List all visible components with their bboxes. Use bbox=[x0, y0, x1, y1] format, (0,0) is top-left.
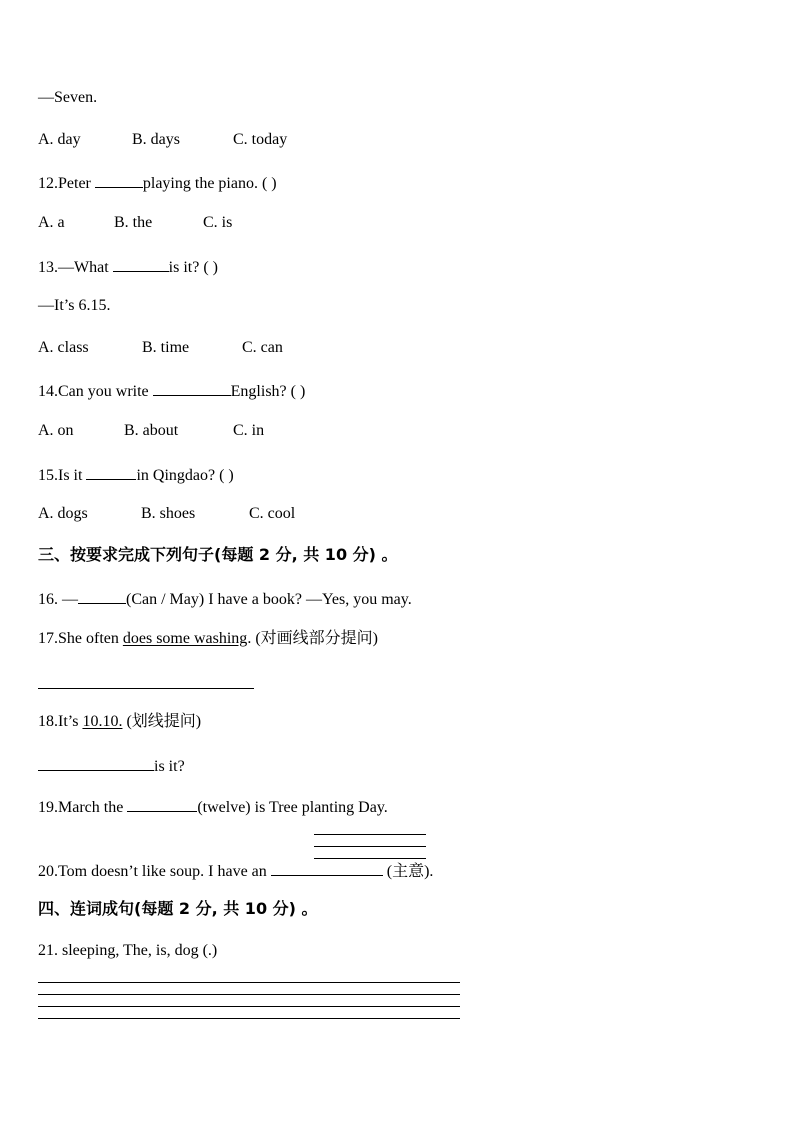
answer-blank[interactable] bbox=[95, 171, 143, 188]
question-number: 21 bbox=[38, 942, 54, 959]
question-number: 13. bbox=[38, 259, 58, 276]
question-number: 19. bbox=[38, 799, 58, 816]
q17-answer-line[interactable] bbox=[38, 688, 254, 689]
answer-blank[interactable] bbox=[38, 754, 154, 771]
q21-answer-line[interactable] bbox=[38, 982, 460, 983]
option-b[interactable]: B. days bbox=[132, 131, 180, 148]
q20-rule bbox=[314, 846, 426, 847]
question-number: 17. bbox=[38, 630, 58, 647]
question-number: 15. bbox=[38, 467, 58, 484]
q21-answer-line[interactable] bbox=[38, 994, 460, 995]
question-number: 18. bbox=[38, 713, 58, 730]
answer-blank[interactable] bbox=[153, 379, 231, 396]
question-number: 16. bbox=[38, 591, 62, 608]
option-c[interactable]: C. is bbox=[203, 214, 233, 231]
option-a[interactable]: A. dogs bbox=[38, 505, 88, 522]
q14-line: 14.Can you write English? ( ) bbox=[38, 379, 305, 399]
q11-options bbox=[38, 130, 287, 150]
option-a[interactable]: A. on bbox=[38, 422, 74, 439]
q15-options bbox=[38, 504, 295, 524]
q17-line: 17.She often does some washing. (对画线部分提问) bbox=[38, 630, 378, 647]
q20-rule bbox=[314, 834, 426, 835]
q13-line: 13.—What is it? ( ) bbox=[38, 255, 218, 275]
option-b[interactable]: B. time bbox=[142, 339, 190, 356]
q16-line: 16. — (Can / May) I have a book? —Yes, you may. bbox=[38, 587, 412, 607]
option-c[interactable]: C. can bbox=[242, 339, 283, 356]
q19-line: 19.March the (twelve) is Tree planting Day. bbox=[38, 795, 388, 815]
option-b[interactable]: B. about bbox=[124, 422, 179, 439]
q20-line: 20.Tom doesn’t like soup. I have an (主意). bbox=[38, 859, 433, 879]
q13-options bbox=[38, 338, 283, 358]
option-c[interactable]: C. cool bbox=[249, 505, 296, 522]
answer-blank[interactable] bbox=[113, 255, 169, 272]
q21-answer-line[interactable] bbox=[38, 1018, 460, 1019]
underlined-phrase: does some washing bbox=[122, 630, 248, 647]
option-b[interactable]: B. shoes bbox=[141, 505, 196, 522]
q12-line: 12.Peter playing the piano. ( ) bbox=[38, 171, 277, 191]
q14-options bbox=[38, 421, 264, 441]
section-3-heading: 三、按要求完成下列句子(每题 2 分, 共 10 分) 。 bbox=[38, 545, 398, 564]
option-b[interactable]: B. the bbox=[114, 214, 153, 231]
q21-line: 21. sleeping, The, is, dog (.) bbox=[38, 942, 218, 959]
answer-blank[interactable] bbox=[78, 587, 126, 604]
answer-blank[interactable] bbox=[271, 859, 383, 876]
answer-blank[interactable] bbox=[127, 795, 197, 812]
question-number: 14. bbox=[38, 383, 58, 400]
q11-answer-line: —Seven. bbox=[38, 89, 98, 106]
option-c[interactable]: C. today bbox=[233, 131, 288, 148]
question-number: 12. bbox=[38, 175, 58, 192]
option-a[interactable]: A. a bbox=[38, 214, 65, 231]
option-a[interactable]: A. class bbox=[38, 339, 89, 356]
answer-blank[interactable] bbox=[86, 463, 136, 480]
option-a[interactable]: A. day bbox=[38, 131, 81, 148]
q18-answer-line: is it? bbox=[38, 754, 185, 774]
q15-line: 15.Is it in Qingdao? ( ) bbox=[38, 463, 234, 483]
q18-line: 18.It’s 10.10. (划线提问) bbox=[38, 713, 202, 730]
q13-answer-line: —It’s 6.15. bbox=[38, 297, 111, 314]
option-c[interactable]: C. in bbox=[233, 422, 265, 439]
q21-answer-line[interactable] bbox=[38, 1006, 460, 1007]
underlined-phrase: 10.10. bbox=[82, 713, 123, 730]
q12-options bbox=[38, 213, 232, 233]
question-number: 20. bbox=[38, 863, 58, 880]
section-4-heading: 四、连词成句(每题 2 分, 共 10 分) 。 bbox=[38, 899, 318, 918]
